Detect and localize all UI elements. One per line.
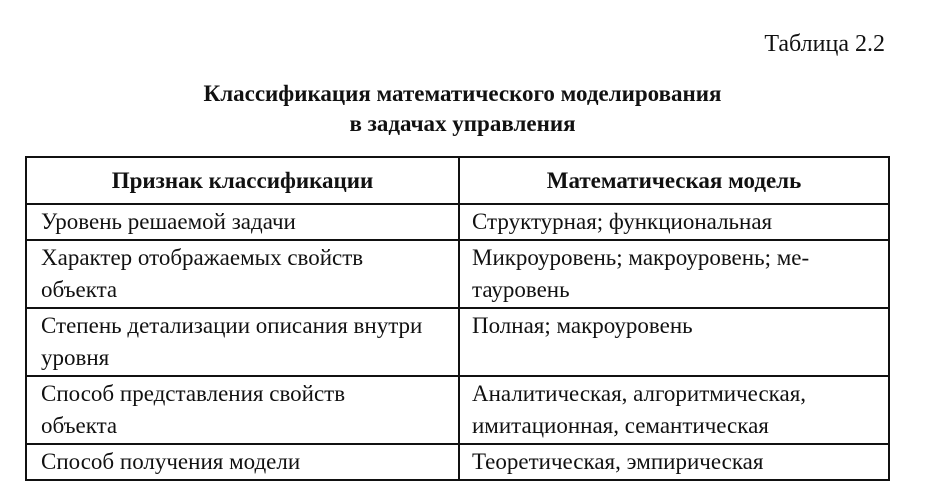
table-row [26,240,889,308]
classification-table [25,156,890,481]
feature-cell: Характер отображаемых свойств объекта [26,240,459,308]
column-header-feature: Признак классификации [26,157,459,204]
table-row [26,376,889,444]
feature-cell: Степень детализации описания внутри уровня [26,308,459,376]
table-title [0,79,925,139]
table-row [26,444,889,480]
feature-cell: Уровень решаемой задачи [26,204,459,240]
table-header-row [26,157,889,204]
feature-cell: Способ представления свойств объекта [26,376,459,444]
table-number-label: Таблица 2.2 [764,31,885,57]
feature-cell: Способ получения модели [26,444,459,480]
table-title-line-1: Классификация математического моделирования [203,81,722,106]
table-row [26,308,889,376]
column-header-model: Математическая модель [459,157,889,204]
model-cell: Структурная; функциональная [459,204,889,240]
table-title-line-2: в задачах управления [349,111,576,136]
model-cell: Полная; макроуровень [459,308,889,376]
table-row [26,204,889,240]
model-cell: Аналитическая, алгоритмическая, имитационная, семантическая [459,376,889,444]
model-cell: Теоретическая, эмпирическая [459,444,889,480]
model-cell: Микроуровень; макроуровень; ме- тауровень [459,240,889,308]
